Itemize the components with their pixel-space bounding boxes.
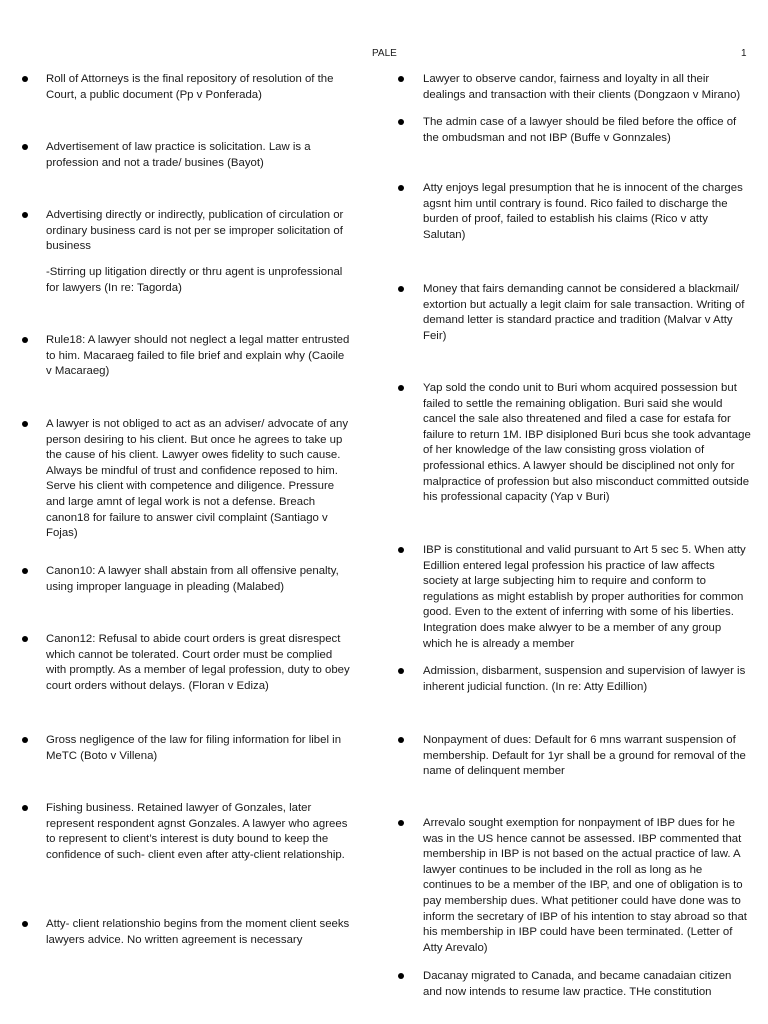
list-item: Arrevalo sought exemption for nonpayment of IBP dues for he was in the US hence cannot be assessed. IBP commented that membership in IBP is not based on the actual practice of law. A lawyer continues to be included in the roll as long as he continues to be a member of the IBP, and one of obligation is to pay membership dues. What petitioner could have done was to inform the secretary of IBP of his intention to stay abroad so that his membership in IBP could have been terminated. (Letter of Atty Arevalo) <box>423 817 747 954</box>
list-item: Canon12: Refusal to abide court orders is great disrespect which cannot be tolerated. Court order must be complied with promptly. As a member of legal profession, duty to obey court orders without delays. (Floran v Ediza) <box>46 633 350 692</box>
bullet-icon <box>22 568 28 574</box>
list-item: IBP is constitutional and valid pursuant to Art 5 sec 5. When atty Edillion entered legal profession his practice of law affects society at large subjecting him to require and conform to regulations as might establish by proper authorities for common good. Even to the extent of inferring with some of his liberties. Integration does make alwyer to be a member of any group which he is already a member <box>423 544 746 650</box>
bullet-icon <box>398 385 404 391</box>
list-item: A lawyer is not obliged to act as an adviser/ advocate of any person desiring to his client. But once he agrees to take up the cause of his client. Lawyer owes fidelity to such cause. Always be mindful of trust and confidence reposed to him. Serve his client with competence and diligence. Pressure and large amnt of legal work is not a defense. Breach canon18 for failure to answer civil complaint (Santiago v Fojas) <box>46 418 349 540</box>
bullet-icon <box>398 76 404 82</box>
bullet-icon <box>398 185 404 191</box>
bullet-icon <box>398 668 404 674</box>
bullet-icon <box>22 421 28 427</box>
list-item: Fishing business. Retained lawyer of Gonzales, later represent respondent agnst Gonzales. A lawyer who agrees to represent to client’s interest is duty bound to keep the confidence of such- client even after atty-client relationship. <box>46 802 348 861</box>
list-item: Advertising directly or indirectly, publication of circulation or ordinary business card is not per se improper solicitation of business <box>46 209 344 253</box>
list-item: Nonpayment of dues: Default for 6 mns warrant suspension of membership. Default for 1yr shall be a ground for removal of the name of delinquent member <box>423 734 746 778</box>
list-item: Rule18: A lawyer should not neglect a legal matter entrusted to him. Macaraeg failed to file brief and explain why (Caoile v Macaraeg) <box>46 334 350 378</box>
bullet-icon <box>22 805 28 811</box>
bullet-icon <box>22 76 28 82</box>
bullet-icon <box>398 737 404 743</box>
list-item: Atty enjoys legal presumption that he is innocent of the charges agsnt him until contrary is found. Rico failed to discharge the burden of proof, failed to establish his claims (Rico v atty Salutan) <box>423 182 743 241</box>
list-item: Canon10: A lawyer shall abstain from all offensive penalty, using improper language in pleading (Malabed) <box>46 565 339 593</box>
list-item: Roll of Attorneys is the final repository of resolution of the Court, a public document (Pp v Ponferada) <box>46 73 334 101</box>
bullet-icon <box>398 547 404 553</box>
bullet-icon <box>22 636 28 642</box>
list-item: Yap sold the condo unit to Buri whom acquired possession but failed to settle the remaining obligation. Buri said she would cancel the sale also threatened and filed a case for estafa for failure to return 1M. IBP disiploned Buri bcus she took advantage of her knowledge of the law consisting gross violation of professional ethics. A lawyer should be disciplined not only for malpractice of profession but also misconduct committed outside his professional capacity (Yap v Buri) <box>423 382 751 504</box>
list-item: Dacanay migrated to Canada, and became canadaian citizen and now intends to resume law practice. THe constitution <box>423 970 732 998</box>
page-number: 1 <box>741 48 747 59</box>
page-header-title: PALE <box>372 48 397 59</box>
bullet-icon <box>22 737 28 743</box>
list-item: Money that fairs demanding cannot be considered a blackmail/ extortion but actually a legit claim for sale transaction. Writing of demand letter is standard practice and tradition (Malvar v Atty Feir) <box>423 283 745 342</box>
sub-paragraph: -Stirring up litigation directly or thru agent is unprofessional for lawyers (In re: Tagorda) <box>46 266 343 294</box>
bullet-icon <box>22 144 28 150</box>
bullet-icon <box>22 212 28 218</box>
bullet-icon <box>398 973 404 979</box>
list-item: Gross negligence of the law for filing information for libel in MeTC (Boto v Villena) <box>46 734 342 762</box>
list-item: The admin case of a lawyer should be filed before the office of the ombudsman and not IBP (Buffe v Gonnzales) <box>423 116 737 144</box>
list-item: Advertisement of law practice is solicitation. Law is a profession and not a trade/ busines (Bayot) <box>46 141 311 169</box>
list-item: Atty- client relationshio begins from the moment client seeks lawyers advice. No written agreement is necessary <box>46 918 350 946</box>
bullet-icon <box>398 286 404 292</box>
bullet-icon <box>22 921 28 927</box>
list-item: Admission, disbarment, suspension and supervision of lawyer is inherent judicial function. (In re: Atty Edillion) <box>423 665 746 693</box>
bullet-icon <box>398 820 404 826</box>
bullet-icon <box>398 119 404 125</box>
bullet-icon <box>22 337 28 343</box>
list-item: Lawyer to observe candor, fairness and loyalty in all their dealings and transaction with their clients (Dongzaon v Mirano) <box>423 73 741 101</box>
